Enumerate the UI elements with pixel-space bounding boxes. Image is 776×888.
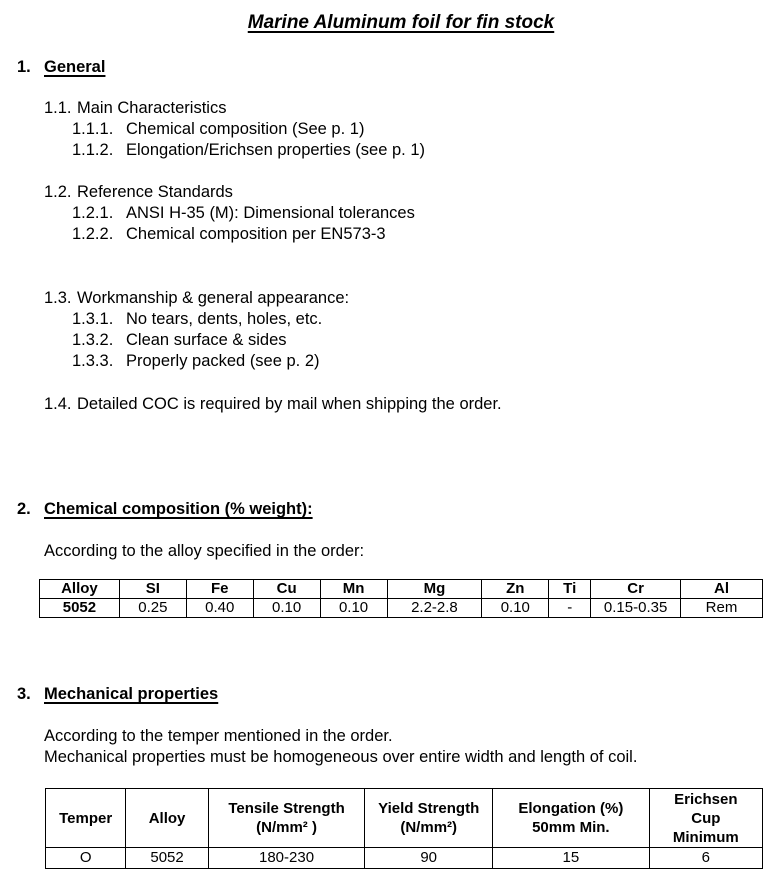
list-item — [72, 332, 287, 349]
header-line: Minimum — [672, 828, 739, 846]
subsection-number: 1.4. — [44, 395, 72, 413]
header-cell: SI — [119, 580, 186, 599]
mechanical-intro-1: According to the temper mentioned in the order. — [44, 727, 393, 745]
item-text: No tears, dents, holes, etc. — [126, 310, 323, 328]
subsection-title: Workmanship & general appearance: — [77, 289, 350, 307]
table-cell: 0.10 — [482, 599, 549, 618]
table-cell: 5052 — [126, 848, 208, 869]
table-cell: 0.40 — [186, 599, 253, 618]
subsection-title: Detailed COC is required by mail when shipping the order. — [77, 395, 502, 413]
header-cell: Ti — [549, 580, 591, 599]
item-number: 1.1.2. — [72, 141, 114, 159]
list-item — [72, 353, 320, 370]
mechanical-properties-table — [45, 788, 763, 869]
table-cell: Rem — [681, 599, 763, 618]
section-title: Chemical composition (% weight): — [44, 500, 313, 518]
section-number: 2. — [17, 500, 31, 518]
item-text: ANSI H-35 (M): Dimensional tolerances — [126, 204, 415, 222]
list-item — [72, 121, 364, 138]
table-cell: 0.25 — [119, 599, 186, 618]
section-chemical-heading — [17, 501, 313, 518]
subsection-title: Main Characteristics — [77, 99, 227, 117]
header-cell-alloy — [126, 789, 208, 848]
document-title: Marine Aluminum foil for fin stock — [247, 12, 555, 33]
header-line: Temper — [59, 809, 113, 827]
header-cell: Mg — [387, 580, 482, 599]
item-text: Properly packed (see p. 2) — [126, 352, 320, 370]
item-text: Elongation/Erichsen properties (see p. 1) — [126, 141, 425, 159]
header-cell-elongation — [493, 789, 650, 848]
header-cell-erichsen — [649, 789, 762, 848]
section-mechanical-heading — [17, 686, 218, 703]
header-line: Alloy — [148, 809, 186, 827]
header-cell: Mn — [320, 580, 387, 599]
header-line: Elongation (%) — [518, 800, 624, 817]
header-cell: Fe — [186, 580, 253, 599]
header-cell-tensile — [208, 789, 365, 848]
list-item — [72, 142, 425, 159]
item-text: Chemical composition (See p. 1) — [126, 120, 365, 138]
table-cell: 180-230 — [208, 848, 365, 869]
item-number: 1.3.2. — [72, 331, 114, 349]
table-cell: 0.10 — [253, 599, 320, 618]
chemical-intro: According to the alloy specified in the order: — [44, 542, 365, 560]
subsection-title: Reference Standards — [77, 183, 233, 201]
section-title: General — [44, 58, 106, 76]
header-cell: Al — [681, 580, 763, 599]
table-cell: 2.2-2.8 — [387, 599, 482, 618]
table-cell: 5052 — [40, 599, 120, 618]
header-line: (N/mm²) — [400, 819, 458, 836]
table-cell: 90 — [365, 848, 493, 869]
table-cell: 0.15-0.35 — [591, 599, 681, 618]
section-number: 1. — [17, 58, 31, 76]
subsection-1-1 — [44, 100, 226, 117]
item-number: 1.2.1. — [72, 204, 114, 222]
table-cell: 6 — [649, 848, 762, 869]
header-cell: Alloy — [40, 580, 120, 599]
subsection-number: 1.1. — [44, 99, 72, 117]
table-cell: 15 — [493, 848, 650, 869]
item-text: Clean surface & sides — [126, 331, 287, 349]
item-number: 1.2.2. — [72, 225, 114, 243]
chemical-composition-table — [39, 579, 763, 618]
list-item — [72, 226, 386, 243]
subsection-number: 1.3. — [44, 289, 72, 307]
header-cell: Cu — [253, 580, 320, 599]
section-number: 3. — [17, 685, 31, 703]
table-header-row — [46, 789, 763, 848]
subsection-number: 1.2. — [44, 183, 72, 201]
header-cell-yield — [365, 789, 493, 848]
header-line: 50mm Min. — [532, 819, 610, 836]
table-cell: O — [46, 848, 126, 869]
table-header-row — [40, 580, 763, 599]
header-line: Yield Strength — [378, 800, 480, 817]
header-cell: Cr — [591, 580, 681, 599]
mechanical-intro-2: Mechanical properties must be homogeneous over entire width and length of coil. — [44, 748, 638, 766]
table-cell: 0.10 — [320, 599, 387, 618]
header-cell-temper — [46, 789, 126, 848]
item-number: 1.3.1. — [72, 310, 114, 328]
item-number: 1.3.3. — [72, 352, 114, 370]
list-item — [72, 205, 415, 222]
item-text: Chemical composition per EN573-3 — [126, 225, 386, 243]
subsection-1-2 — [44, 184, 233, 201]
header-line: (N/mm² ) — [256, 819, 317, 836]
table-cell: - — [549, 599, 591, 618]
header-line: Tensile Strength — [228, 800, 345, 817]
subsection-1-3 — [44, 290, 349, 307]
item-number: 1.1.1. — [72, 120, 114, 138]
header-cell: Zn — [482, 580, 549, 599]
header-line: Cup — [691, 809, 721, 827]
section-title: Mechanical properties — [44, 685, 219, 703]
table-row — [40, 599, 763, 618]
header-line: Erichsen — [674, 790, 738, 808]
table-row — [46, 848, 763, 869]
section-general-heading — [17, 59, 105, 76]
subsection-1-4 — [44, 396, 502, 413]
list-item — [72, 311, 322, 328]
